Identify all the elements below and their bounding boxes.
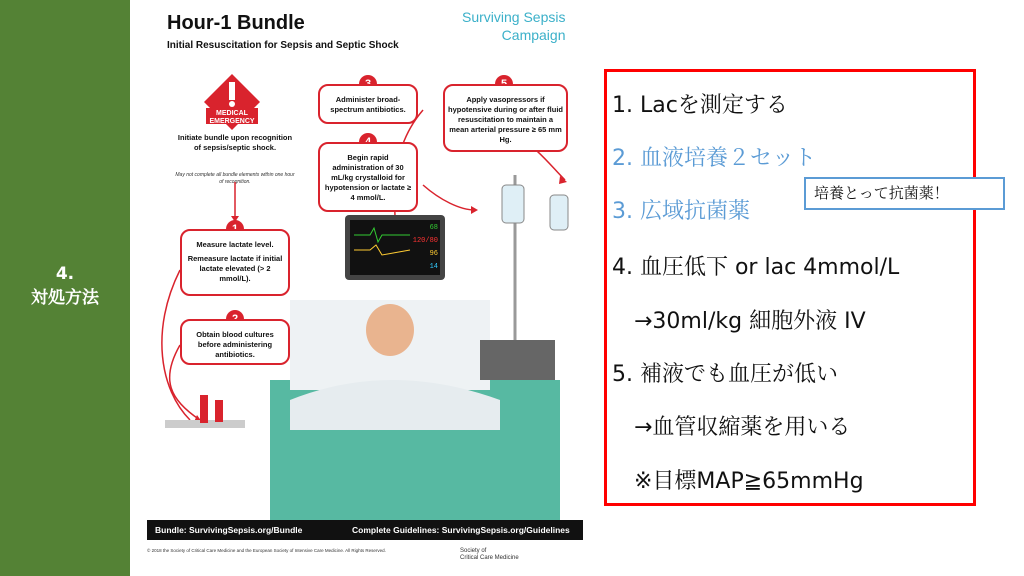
sidebar [0, 0, 130, 576]
svg-text:MEDICAL: MEDICAL [216, 110, 248, 117]
poster-subtitle: Initial Resuscitation for Sepsis and Septic Shock [167, 40, 399, 51]
sccm-logo: Society of Critical Care Medicine [460, 548, 519, 561]
step1-box: Measure lactate level. Remeasure lactate if initial lactate elevated (> 2 mmol/L). [180, 229, 290, 296]
section-title [0, 262, 130, 310]
list-item-4: 4. 血圧低下 or lac 4mmol/L [612, 255, 900, 280]
hour1-bundle-poster [140, 0, 585, 576]
list-item-5-sub: →血管収縮薬を用いる [612, 415, 851, 440]
patient-monitor-readout: 68 120/80 96 14 [412, 224, 438, 271]
step4-box: Begin rapid administration of 30 mL/kg crystalloid for hypotension or lactate ≥ 4 mmol/L. [318, 142, 418, 212]
step5-box: Apply vasopressors if hypotensive during or after fluid resuscitation to maintain a mean arterial pressure ≥ 65 mm Hg. [443, 84, 568, 152]
list-item-1: 1. Lacを測定する [612, 93, 788, 118]
step2-box: Obtain blood cultures before administering antibiotics. [180, 319, 290, 365]
list-item-4-sub: →30ml/kg 細胞外液 IV [612, 309, 866, 334]
copyright-text: © 2018 the Society of Critical Care Medicine and the European Society of Intensive Care Medicine. All Rights Reserved. [147, 548, 386, 553]
list-item-3: 3. 広域抗菌薬 [612, 199, 750, 224]
svg-text:EMERGENCY: EMERGENCY [209, 118, 255, 125]
poster-footer [147, 520, 583, 540]
list-item-2: 2. 血液培養２セット [612, 146, 816, 171]
section-number: 4. [55, 264, 75, 284]
intro-text: Initiate bundle upon recognition of sepsis/septic shock. [177, 133, 293, 152]
callout-box: 培養とって抗菌薬！ [804, 177, 1005, 210]
footer-bundle-link: Bundle: SurvivingSepsis.org/Bundle [155, 525, 303, 535]
step3-box: Administer broad-spectrum antibiotics. [318, 84, 418, 124]
ssc-logo: Surviving Sepsis Campaign [462, 9, 566, 43]
section-heading: 対処方法 [31, 288, 99, 308]
poster-title: Hour-1 Bundle [167, 12, 305, 34]
list-item-5: 5. 補液でも血圧が低い [612, 362, 838, 387]
footer-guidelines-link: Complete Guidelines: SurvivingSepsis.org/Guidelines [352, 525, 570, 535]
list-item-target: ※目標MAP≧65mmHg [612, 469, 864, 494]
intro-note: May not complete all bundle elements within one hour of recognition. [175, 172, 295, 185]
